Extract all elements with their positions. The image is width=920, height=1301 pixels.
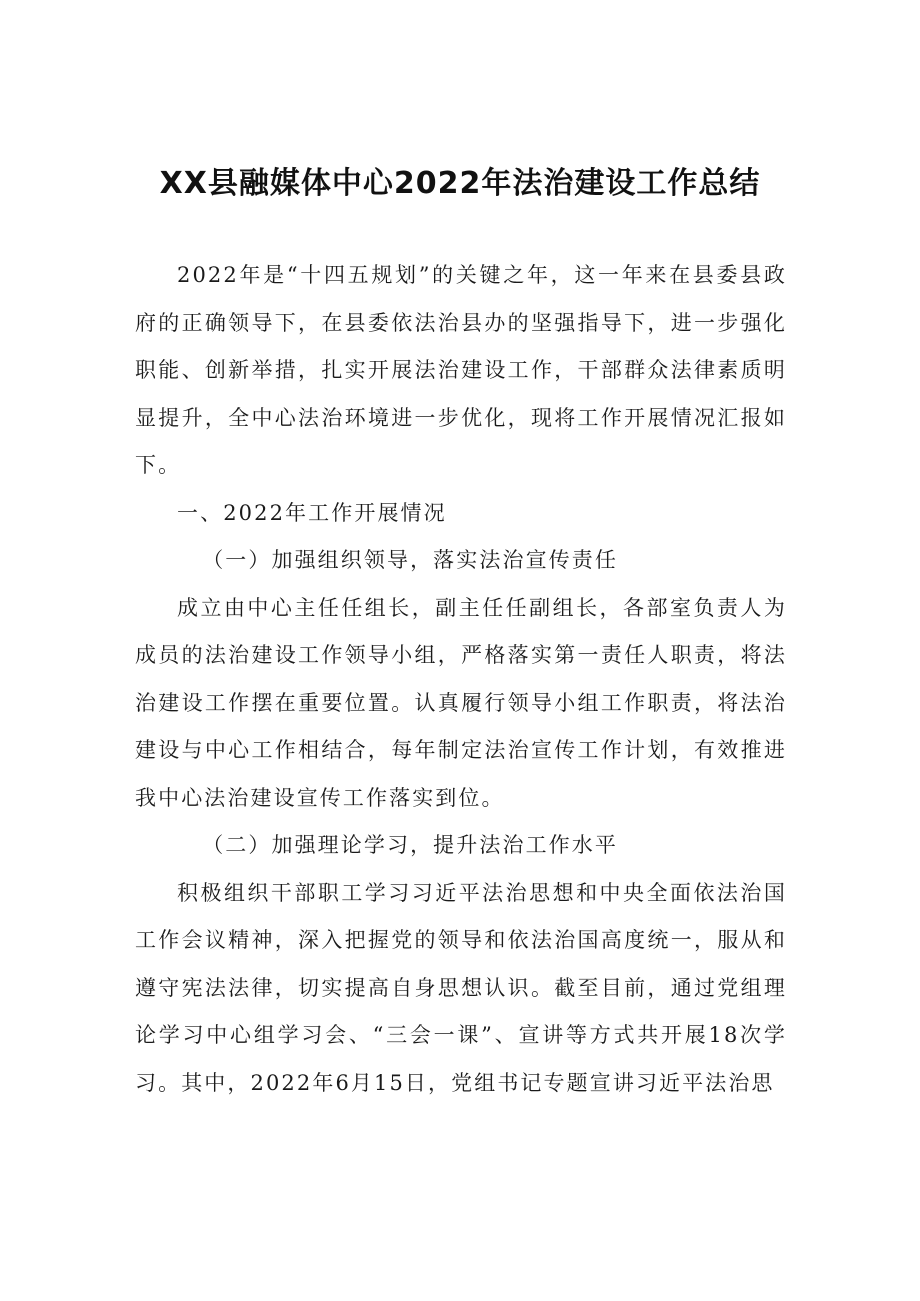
document-body	[135, 252, 787, 1107]
document-title: XX县融媒体中心2022年法治建设工作总结	[159, 166, 761, 201]
subsection-heading-2: （二）加强理论学习，提升法治工作水平	[202, 833, 618, 857]
subsection-2-paragraph: 积极组织干部职工学习习近平法治思想和中央全面依法治国工作会议精神，深入把握党的领导和依法治国高度统一，服从和遵守宪法法律，切实提高自身思想认识。截至目前，通过党组理论学习中心组学习会、“三会一课”、宣讲等方式共开展18次学习。其中，2022年6月15日，党组书记专题宣讲习近平法治思	[135, 880, 787, 1095]
subsection-heading-1: （一）加强组织领导，落实法治宣传责任	[202, 548, 618, 572]
intro-paragraph: 2022年是“十四五规划”的关键之年，这一年来在县委县政府的正确领导下，在县委依法治县办的坚强指导下，进一步强化职能、创新举措，扎实开展法治建设工作，干部群众法律素质明显提升，全中心法治环境进一步优化，现将工作开展情况汇报如下。	[135, 263, 787, 477]
section-heading-1: 一、2022年工作开展情况	[177, 500, 447, 525]
subsection-1-paragraph: 成立由中心主任任组长，副主任任副组长，各部室负责人为成员的法治建设工作领导小组，严格落实第一责任人职责，将法治建设工作摆在重要位置。认真履行领导小组工作职责，将法治建设与中心工作相结合，每年制定法治宣传工作计划，有效推进我中心法治建设宣传工作落实到位。	[135, 595, 787, 810]
